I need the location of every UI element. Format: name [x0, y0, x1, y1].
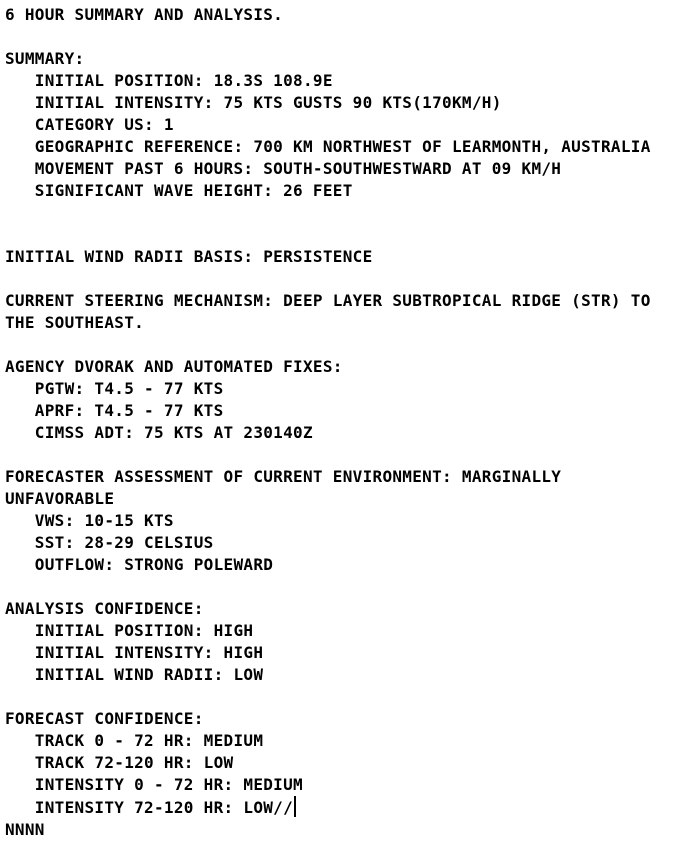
text-line: ANALYSIS CONFIDENCE: [5, 599, 204, 618]
text-line: MOVEMENT PAST 6 HOURS: SOUTH-SOUTHWESTWARD AT 09 KM/H [5, 159, 562, 178]
text-line: NNNN [5, 820, 45, 839]
text-cursor-icon [294, 796, 296, 817]
text-line: 6 HOUR SUMMARY AND ANALYSIS. [5, 5, 284, 24]
text-line: TRACK 72-120 HR: LOW [5, 753, 234, 772]
text-line: VWS: 10-15 KTS [5, 511, 174, 530]
text-line: SIGNIFICANT WAVE HEIGHT: 26 FEET [5, 181, 353, 200]
text-line [5, 224, 678, 246]
text-line: INITIAL INTENSITY: HIGH [5, 643, 264, 662]
text-line: FORECAST CONFIDENCE: [5, 709, 204, 728]
text-line [5, 268, 678, 290]
text-line: GEOGRAPHIC REFERENCE: 700 KM NORTHWEST OF LEARMONTH, AUSTRALIA [5, 137, 651, 156]
text-line [5, 576, 678, 598]
text-line: PGTW: T4.5 - 77 KTS [5, 379, 224, 398]
text-line [5, 334, 678, 356]
text-line: CURRENT STEERING MECHANISM: DEEP LAYER SUBTROPICAL RIDGE (STR) TO [5, 291, 651, 310]
text-line: INTENSITY 0 - 72 HR: MEDIUM [5, 775, 303, 794]
text-line: TRACK 0 - 72 HR: MEDIUM [5, 731, 264, 750]
text-line-with-cursor [5, 796, 678, 819]
text-line: THE SOUTHEAST. [5, 313, 145, 332]
text-line: CATEGORY US: 1 [5, 115, 174, 134]
text-line: OUTFLOW: STRONG POLEWARD [5, 555, 274, 574]
text-line [5, 26, 678, 48]
text-line [5, 202, 678, 224]
text-line: UNFAVORABLE [5, 489, 115, 508]
text-line: SST: 28-29 CELSIUS [5, 533, 214, 552]
text-line: AGENCY DVORAK AND AUTOMATED FIXES: [5, 357, 343, 376]
text-line: INITIAL POSITION: HIGH [5, 621, 254, 640]
text-line: INITIAL WIND RADII BASIS: PERSISTENCE [5, 247, 373, 266]
text-line: FORECASTER ASSESSMENT OF CURRENT ENVIRONMENT: MARGINALLY [5, 467, 562, 486]
text-line: APRF: T4.5 - 77 KTS [5, 401, 224, 420]
text-line: INTENSITY 72-120 HR: LOW// [5, 798, 294, 817]
text-line [5, 686, 678, 708]
text-line: INITIAL POSITION: 18.3S 108.9E [5, 71, 333, 90]
text-line: SUMMARY: [5, 49, 85, 68]
text-line: CIMSS ADT: 75 KTS AT 230140Z [5, 423, 313, 442]
text-line: INITIAL INTENSITY: 75 KTS GUSTS 90 KTS(170KM/H) [5, 93, 502, 112]
text-line: INITIAL WIND RADII: LOW [5, 665, 264, 684]
text-line [5, 444, 678, 466]
